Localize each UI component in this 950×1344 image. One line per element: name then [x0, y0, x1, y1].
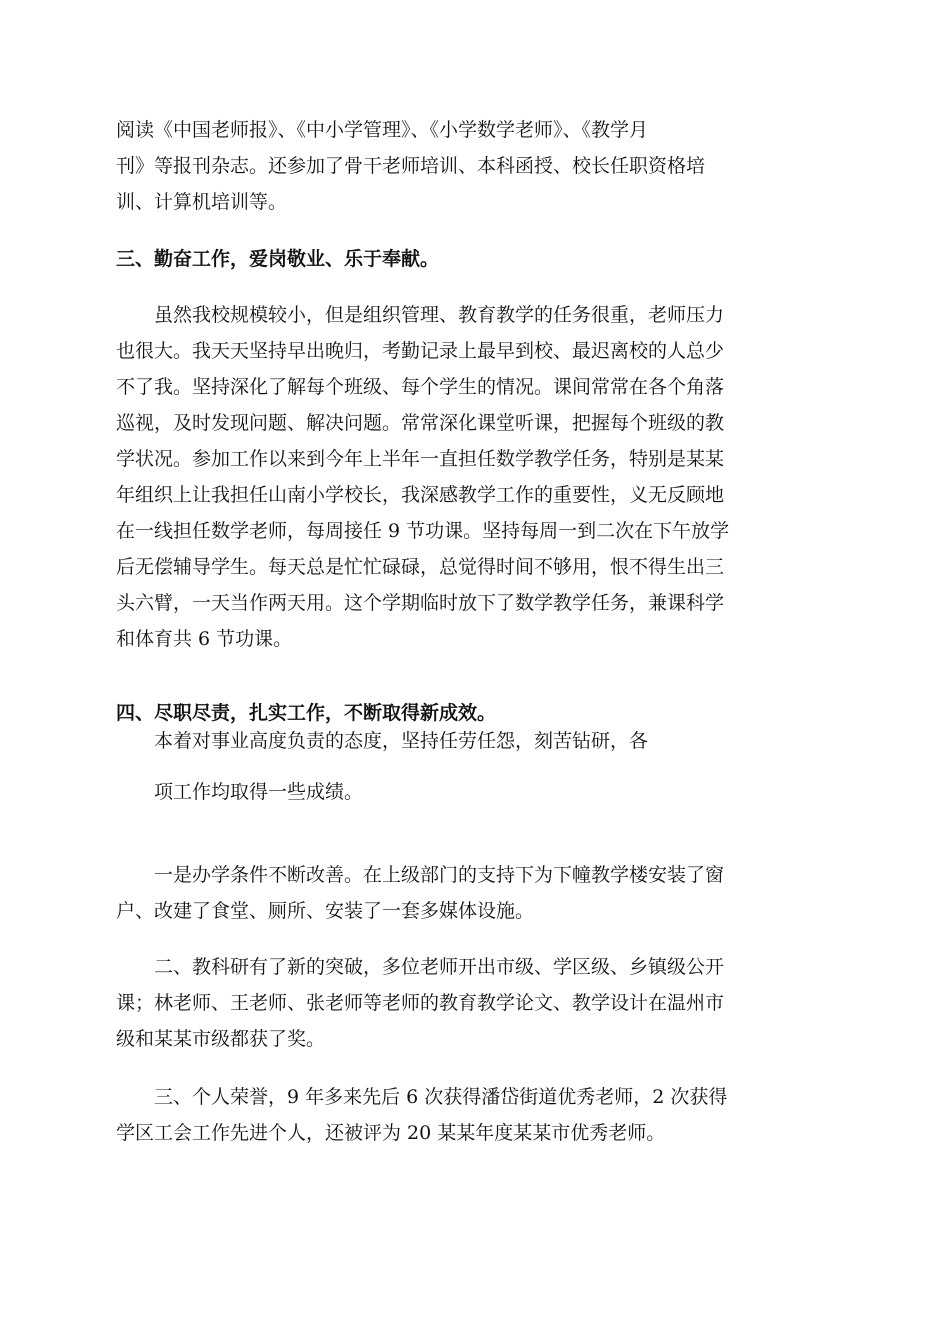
text-line: 和体育共 6 节功课。 [116, 628, 293, 650]
text-line: 阅读《中国老师报》、《中小学管理》、《小学数学老师》、《教学月 [116, 119, 649, 141]
text-line: 刊》等报刊杂志。还参加了骨干老师培训、本科函授、校长任职资格培 [116, 155, 706, 177]
paragraph-attitude-1 [116, 723, 836, 759]
paragraph-honors [116, 1079, 836, 1151]
text-line: 一是办学条件不断改善。在上级部门的支持下为下幢教学楼安装了窗 [116, 864, 725, 886]
text-line: 虽然我校规模较小，但是组织管理、教育教学的任务很重，老师压力 [116, 304, 725, 326]
text-line: 户、改建了食堂、厕所、安装了一套多媒体设施。 [116, 900, 535, 922]
text-line: 项工作均取得一些成绩。 [116, 781, 364, 803]
text-line: 后无偿辅导学生。每天总是忙忙碌碌，总觉得时间不够用，恨不得生出三 [116, 556, 725, 578]
section-heading-3 [116, 241, 836, 277]
text-line: 学区工会工作先进个人，还被评为 20 某某年度某某市优秀老师。 [116, 1122, 666, 1144]
text-line: 本着对事业高度负责的态度，坚持任劳任怨，刻苦钻研，各 [116, 730, 649, 752]
heading-text: 三、勤奋工作，爱岗敬业、乐于奉献。 [116, 248, 440, 270]
paragraph-reading [116, 112, 836, 220]
text-line: 不了我。坚持深化了解每个班级、每个学生的情况。课间常常在各个角落 [116, 376, 725, 398]
text-line: 级和某某市级都获了奖。 [116, 1028, 326, 1050]
text-line: 训、计算机培训等。 [116, 191, 288, 213]
text-line: 在一线担任数学老师，每周接任 9 节功课。坚持每周一到二次在下午放学 [116, 520, 730, 542]
text-line: 学状况。参加工作以来到今年上半年一直担任数学教学任务，特别是某某 [116, 448, 725, 470]
text-line: 年组织上让我担任山南小学校长，我深感教学工作的重要性，义无反顾地 [116, 484, 725, 506]
text-line: 巡视，及时发现问题、解决问题。常常深化课堂听课，把握每个班级的教 [116, 412, 725, 434]
text-line: 也很大。我天天坚持早出晚归，考勤记录上最早到校、最迟离校的人总少 [116, 340, 725, 362]
text-line: 三、个人荣誉，9 年多来先后 6 次获得潘岱街道优秀老师，2 次获得 [116, 1086, 728, 1108]
heading-text: 四、尽职尽责，扎实工作，不断取得新成效。 [116, 702, 497, 724]
text-line: 课；林老师、王老师、张老师等老师的教育教学论文、教学设计在温州市 [116, 992, 725, 1014]
text-line: 头六臂，一天当作两天用。这个学期临时放下了数学教学任务，兼课科学 [116, 592, 725, 614]
paragraph-research [116, 949, 836, 1057]
paragraph-attitude-2 [116, 774, 836, 810]
text-line: 二、教科研有了新的突破，多位老师开出市级、学区级、乡镇级公开 [116, 956, 725, 978]
paragraph-conditions [116, 857, 836, 929]
paragraph-work [116, 297, 836, 657]
